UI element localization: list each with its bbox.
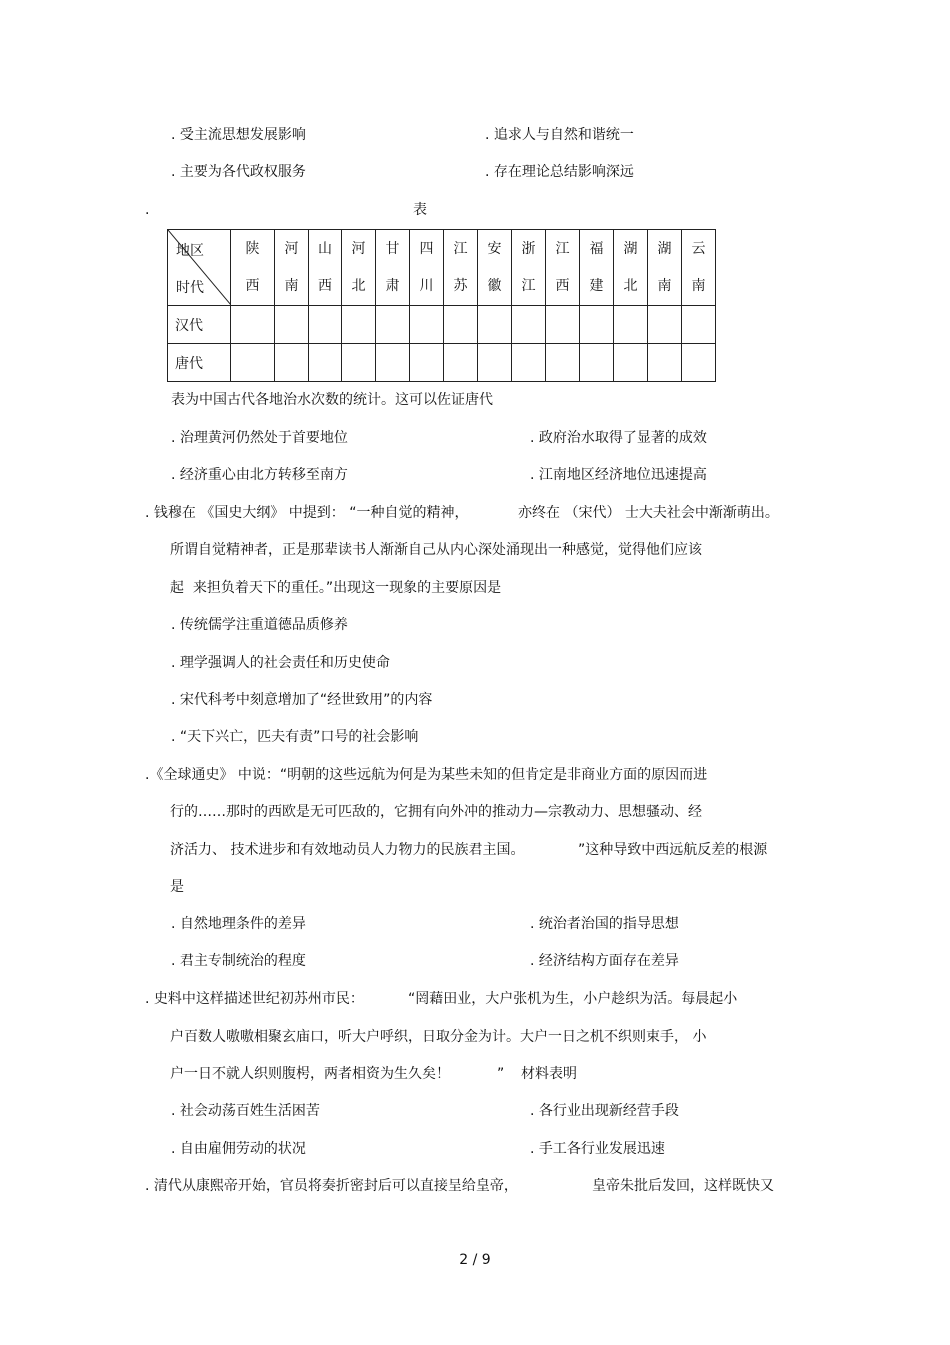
q3-option-c: . 宋代科考中刻意增加了“经世致用”的内容	[171, 692, 433, 708]
q5-option-b: . 各行业出现新经营手段	[530, 1103, 679, 1119]
table-col-header	[275, 230, 309, 306]
table-col-header	[512, 230, 546, 306]
table-col-header	[231, 230, 275, 306]
row-label-han: 汉代	[168, 306, 231, 344]
q5-line1a: . 史料中这样描述世纪初苏州市民：	[145, 991, 364, 1007]
table-cell	[444, 344, 478, 382]
province-name: 安 徽	[487, 240, 502, 294]
corner-label-era: 时代	[176, 280, 204, 296]
q2-option-c: . 经济重心由北方转移至南方	[171, 467, 348, 483]
table-col-header	[580, 230, 614, 306]
table-cell	[580, 306, 614, 344]
province-name: 江 西	[555, 240, 570, 294]
table-cell	[309, 306, 342, 344]
q5-line2: 户百数人嗷嗷相聚玄庙口，听大户呼织，日取分金为计。大户一日之机不织则束手， 小	[170, 1029, 707, 1045]
q4-line3a: 济活力、 技术进步和有效地动员人力物力的民族君主国。	[170, 842, 525, 858]
q6-line1b: 皇帝朱批后发回，这样既快又	[592, 1178, 774, 1194]
page-number: 2 / 9	[459, 1252, 491, 1268]
table-col-header	[309, 230, 342, 306]
q5-line3b: ”	[497, 1066, 505, 1082]
q1-option-a: . 受主流思想发展影响	[171, 127, 306, 143]
province-name: 甘 肃	[385, 240, 400, 294]
q3-line1a: . 钱穆在 《国史大纲》 中提到： “一种自觉的精神，	[145, 505, 469, 521]
q4-line3b: ”这种导致中西远航反差的根源	[578, 842, 768, 858]
province-name: 四 川	[419, 240, 434, 294]
table-cell	[648, 306, 682, 344]
table-col-header	[342, 230, 376, 306]
table-col-header	[410, 230, 444, 306]
q4-option-c: . 君主专制统治的程度	[171, 953, 306, 969]
province-name: 福 建	[589, 240, 604, 294]
table-cell	[546, 344, 580, 382]
table-cell	[512, 344, 546, 382]
table-cell	[512, 306, 546, 344]
q2-option-d: . 江南地区经济地位迅速提高	[530, 467, 707, 483]
q3-line1b: 亦终在 （宋代） 士大夫社会中渐渐萌出。	[518, 505, 779, 521]
q5-line3c: 材料表明	[521, 1066, 577, 1082]
q5-option-d: . 手工各行业发展迅速	[530, 1141, 665, 1157]
table-cell	[580, 344, 614, 382]
q5-option-c: . 自由雇佣劳动的状况	[171, 1141, 306, 1157]
table-cell	[309, 344, 342, 382]
q1-option-b: . 追求人与自然和谐统一	[485, 127, 634, 143]
corner-label-region: 地区	[176, 243, 204, 259]
table-cell	[682, 306, 716, 344]
q3-line3: 起 来担负着天下的重任。”出现这一现象的主要原因是	[170, 580, 502, 596]
table-cell	[478, 344, 512, 382]
table-cell	[342, 306, 376, 344]
province-name: 云 南	[691, 240, 706, 294]
q4-option-a: . 自然地理条件的差异	[171, 916, 306, 932]
q6-line1a: . 清代从康熙帝开始，官员将奏折密封后可以直接呈给皇帝，	[145, 1178, 518, 1194]
table-cell	[410, 344, 444, 382]
province-name: 浙 江	[521, 240, 536, 294]
table-cell	[275, 306, 309, 344]
province-name: 陕 西	[245, 240, 260, 294]
table-cell	[614, 344, 648, 382]
q3-option-a: . 传统儒学注重道德品质修养	[171, 617, 348, 633]
q4-line2: 行的……那时的西欧是无可匹敌的，它拥有向外冲的推动力—宗教动力、思想骚动、经	[170, 804, 702, 820]
q2-option-a: . 治理黄河仍然处于首要地位	[171, 430, 348, 446]
table-cell	[376, 344, 410, 382]
q1-option-c: . 主要为各代政权服务	[171, 164, 306, 180]
q4-option-b: . 统治者治国的指导思想	[530, 916, 679, 932]
q1-option-d: . 存在理论总结影响深远	[485, 164, 634, 180]
table-cell	[342, 344, 376, 382]
q3-line2: 所谓自觉精神者，正是那辈读书人渐渐自己从内心深处涌现出一种感觉，觉得他们应该	[170, 542, 702, 558]
table-col-header	[546, 230, 580, 306]
table-cell	[275, 344, 309, 382]
row-label-tang: 唐代	[168, 344, 231, 382]
q5-option-a: . 社会动荡百姓生活困苦	[171, 1103, 320, 1119]
table-col-header	[376, 230, 410, 306]
province-name: 河 北	[351, 240, 366, 294]
table-caption: 表	[413, 202, 427, 218]
table-cell	[546, 306, 580, 344]
table-cell	[478, 306, 512, 344]
province-name: 江 苏	[453, 240, 468, 294]
q5-line3a: 户一日不就人织则腹枵，两者相资为生久矣！	[170, 1066, 450, 1082]
table-corner-cell	[168, 230, 231, 306]
table-cell	[682, 344, 716, 382]
province-name: 湖 南	[657, 240, 672, 294]
table-col-header	[444, 230, 478, 306]
table-col-header	[682, 230, 716, 306]
q4-option-d: . 经济结构方面存在差异	[530, 953, 679, 969]
province-name: 湖 北	[623, 240, 638, 294]
province-name: 山 西	[318, 240, 332, 294]
province-name: 河 南	[284, 240, 299, 294]
table-col-header	[614, 230, 648, 306]
q3-option-b: . 理学强调人的社会责任和历史使命	[171, 655, 390, 671]
table-cell	[614, 306, 648, 344]
table-cell	[648, 344, 682, 382]
table-col-header	[478, 230, 512, 306]
table-cell	[444, 306, 478, 344]
q4-line4: 是	[170, 879, 184, 895]
table-cell	[410, 306, 444, 344]
table-col-header	[648, 230, 682, 306]
q3-option-d: . “天下兴亡，匹夫有责”口号的社会影响	[171, 729, 419, 745]
table-cell	[231, 344, 275, 382]
q2-stem: 表为中国古代各地治水次数的统计。这可以佐证唐代	[171, 392, 493, 408]
q4-line1: .《全球通史》 中说：“明朝的这些远航为何是为某些未知的但肯定是非商业方面的原因而进	[145, 767, 708, 783]
table-cell	[231, 306, 275, 344]
q2-number: .	[145, 202, 150, 218]
water-control-table	[167, 229, 716, 382]
q2-option-b: . 政府治水取得了显著的成效	[530, 430, 707, 446]
table-cell	[376, 306, 410, 344]
q5-line1b: “罔藉田业，大户张机为生，小户趁织为活。每晨起小	[408, 991, 738, 1007]
